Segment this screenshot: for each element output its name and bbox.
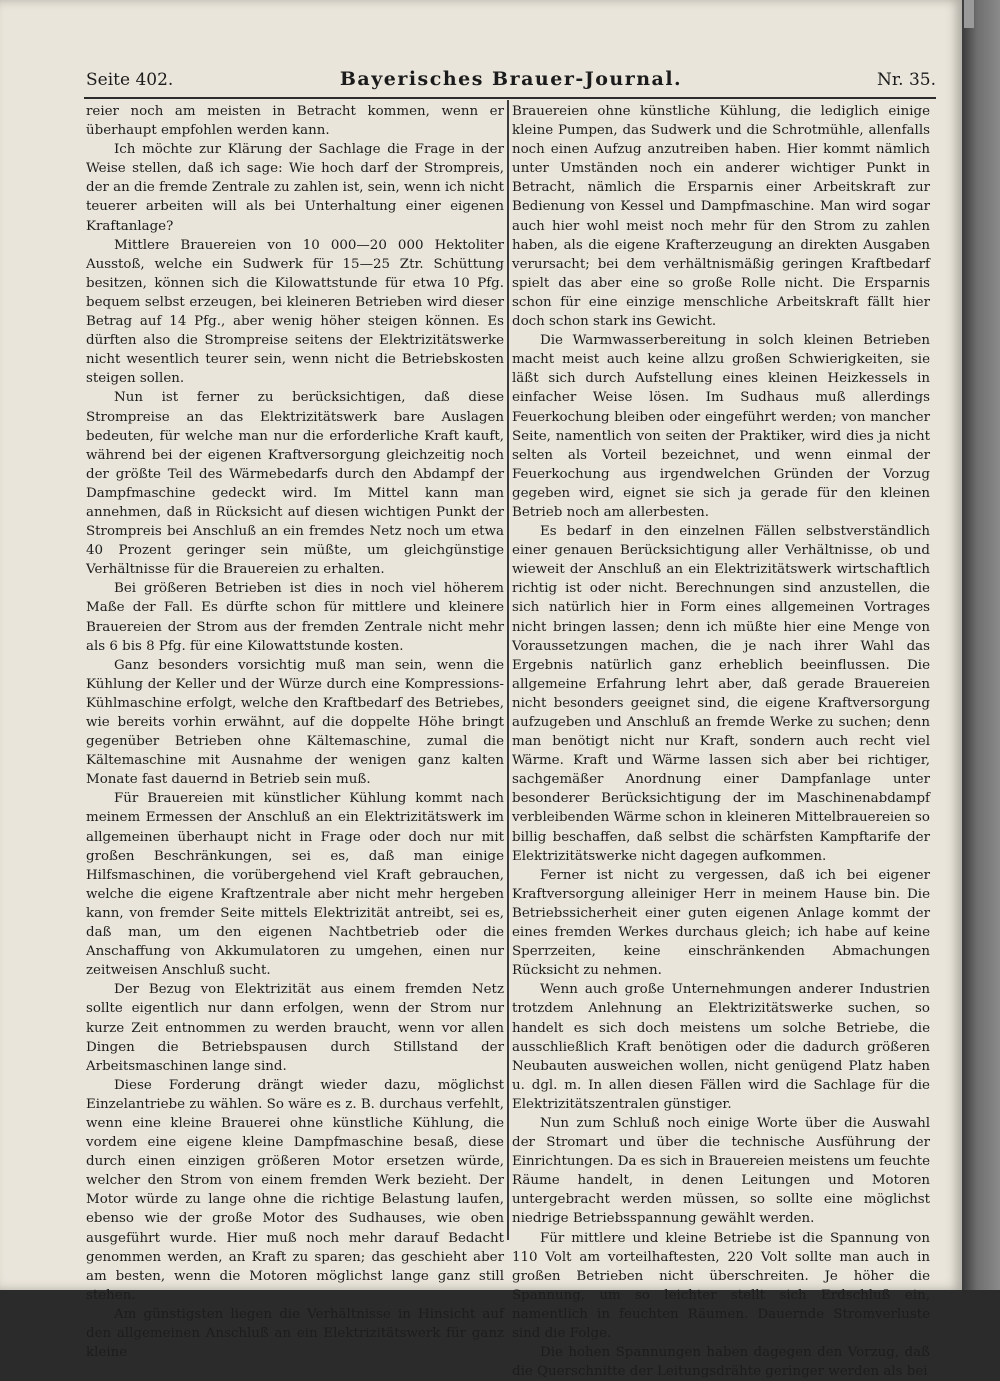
paragraph: Nun ist ferner zu berücksichtigen, daß diese Strompreise an das Elektrizitätswerk bare Auslagen bedeuten, für welche man nur die erforderliche Kraft kauft, während bei der eigenen Kraftversorgung gleichzeitig noch der größte Teil des Wärmebedarfs durch den Abdampf der Dampfmaschine gedeckt wird. Im Mittel kann man annehmen, daß in Rücksicht auf diesen wichtigen Punkt der Strompreis bei Anschluß an ein fremdes Netz noch um etwa 40 Prozent geringer sein müßte, um gleichgünstige Verhältnisse für die Brauereien zu erhalten.: [86, 390, 504, 578]
column-divider: [507, 100, 509, 1240]
paragraph: Der Bezug von Elektrizität aus einem fremden Netz sollte eigentlich nur dann erfolgen, wenn der Strom nur kurze Zeit entnommen zu werden braucht, wenn vor allen Dingen die Betriebspausen durch Stillstand der Arbeitsmaschinen lange sind.: [86, 982, 504, 1074]
paragraph: Am günstigsten liegen die Verhältnisse in Hinsicht auf den allgemeinen Anschluß an ein Elektrizitätswerk für ganz kleine: [86, 1306, 504, 1361]
paragraph: Nun zum Schluß noch einige Worte über die Auswahl der Stromart und über die technische Ausführung der Einrichtungen. Da es sich in Brauereien meistens um feuchte Räume handelt, in denen Leitungen und Motoren untergebracht werden müssen, so sollte eine möglichst niedrige Betriebsspannung gewählt werden.: [512, 1115, 931, 1227]
scan-edge: [962, 0, 1000, 1290]
scan-edge-mark: [964, 0, 974, 28]
page-number: Seite 402.: [86, 70, 174, 90]
paragraph: Mittlere Brauereien von 10 000—20 000 Hektoliter Ausstoß, welche ein Sudwerk für 15—25 Ztr. Schüttung besitzen, können sich die Kilowattstunde für etwa 10 Pfg. bequem selbst erzeugen, bei kleineren Betrieben wird dieser Betrag auf 14 Pfg., aber wenig höher steigen können. Es dürften also die Strompreise seitens der Elektrizitätswerke nicht wesentlich teurer sein, wenn nicht die Betriebskosten steigen sollen.: [86, 237, 504, 387]
paragraph: Ferner ist nicht zu vergessen, daß ich bei eigener Kraftversorgung alleiniger Herr in meinem Hause bin. Die Betriebssicherheit einer guten eigenen Anlage kommt der eines fremden Werkes durchaus gleich; ich habe auf keine Sperrzeiten, keine einschränkenden Abmachungen Rücksicht zu nehmen.: [512, 867, 930, 979]
issue-number: Nr. 35.: [877, 70, 936, 90]
paragraph: Die Warmwasserbereitung in solch kleinen Betrieben macht meist auch keine allzu großen Schwierigkeiten, sie läßt sich durch Aufstellung eines kleinen Heizkessels in einfacher Weise lösen. Im Sudhaus muß allerdings Feuerkochung bleiben oder eingeführt werden; von mancher Seite, namentlich von seiten der Praktiker, wird dies ja nicht selten als Vorteil bezeichnet, und wenn einmal der Feuerkochung aus irgendwelchen Gründen der Vorzug gegeben wird, eignet sie sich ja gerade für den kleinen Betrieb noch am allerbesten.: [512, 333, 930, 520]
paragraph: Wenn auch große Unternehmungen anderer Industrien trotzdem Anlehnung an Elektrizitätswerke suchen, so handelt es sich doch meistens um solche Betriebe, die ausschließlich Kraft benötigen oder die dadurch größeren Neubauten ausweichen wollen, nicht genügend Platz haben u. dgl. m. In allen diesen Fällen wird die Sachlage für die Elektrizitätszentralen günstiger.: [512, 982, 930, 1112]
left-column: [86, 102, 504, 1361]
header-rule: [84, 97, 936, 99]
paragraph: Für Brauereien mit künstlicher Kühlung kommt nach meinem Ermessen der Anschluß an ein Elektrizitätswerk im allgemeinen überhaupt nicht in Frage oder doch nur mit großen Beschränkungen, sei es, daß man einige Hilfsmaschinen, die vorübergehend viel Kraft gebrauchen, welche die eigene Kraftzentrale aber nicht mehr hergeben kann, von fremder Seite mittels Elektrizität antreibt, sei es, daß man, um den eigenen Nachtbetrieb oder die Anschaffung von Akkumulatoren zu umgehen, einen nur zeitweisen Anschluß sucht.: [86, 791, 504, 979]
paragraph: Es bedarf in den einzelnen Fällen selbstverständlich einer genauen Berücksichtigung aller Verhältnisse, ob und wieweit der Anschluß an ein Elektrizitätswerk wirtschaftlich richtig ist oder nicht. Berechnungen sind anzustellen, die sich natürlich hier in Form eines allgemeinen Vortrages nicht bringen lassen; denn ich müßte hier eine Menge von Voraussetzungen machen, die je nach ihrer Wahl das Ergebnis natürlich ganz erheblich beeinflussen. Die allgemeine Erfahrung lehrt aber, daß gerade Brauereien nicht besonders geeignet sind, die eigene Kraftversorgung aufzugeben und Anschluß an fremde Werke zu suchen; denn man benötigt nicht nur Kraft, sondern auch recht viel Wärme. Kraft und Wärme lassen sich aber bei richtiger, sachgemäßer Anordnung einer Dampfanlage unter besonderer Berücksichtigung der im Maschinenabdampf verbleibenden Wärme schon in kleineren Mittelbrauereien so billig beschaffen, daß selbst die schärfsten Kampftarife der Elektrizitätswerke nicht dagegen aufkommen.: [512, 524, 930, 864]
paragraph: Ganz besonders vorsichtig muß man sein, wenn die Kühlung der Keller und der Würze durch eine Kompressions-Kühlmaschine erfolgt, welche den Kraftbedarf des Betriebes, wie bereits vorhin erwähnt, auf die doppelte Höhe bringt gegenüber Betrieben ohne Kältemaschine, zumal die Kältemaschine mit Ausnahme der wenigen ganz kalten Monate fast dauernd in Betrieb sein muß.: [86, 657, 504, 788]
paragraph: Brauereien ohne künstliche Kühlung, die lediglich einige kleine Pumpen, das Sudwerk und die Schrotmühle, allenfalls noch einen Aufzug anzutreiben haben. Hier kommt nämlich unter Umständen noch ein anderer wichtiger Punkt in Betracht, nämlich die Ersparnis einer Arbeitskraft zur Bedienung von Kessel und Dampfmaschine. Man wird sogar auch hier wohl meist noch mehr für den Strom zu zahlen haben, als die eigene Krafterzeugung an direkten Ausgaben verursacht; bei dem verhältnismäßig geringen Kraftbedarf spielt das aber eine so große Rolle nicht. Die Ersparnis schon für eine einzige menschliche Arbeitskraft fällt hier doch schon stark ins Gewicht.: [512, 104, 930, 330]
right-column: [512, 102, 931, 1380]
paragraph: Ich möchte zur Klärung der Sachlage die Frage in der Weise stellen, daß ich sage: Wie hoch darf der Strompreis, der an die fremde Zentrale zu zahlen ist, sein, wenn ich nicht teuerer arbeiten will als bei Unterhaltung einer eigenen Kraftanlage?: [86, 142, 504, 234]
paragraph: Diese Forderung drängt wieder dazu, möglichst Einzelantriebe zu wählen. So wäre es z. B. durchaus verfehlt, wenn eine kleine Brauerei ohne künstliche Kühlung, die vordem eine eigene kleine Dampfmaschine besaß, diese durch einen einzigen größeren Motor ersetzen würde, welcher den Strom von einem fremden Werk bezieht. Der Motor würde zu lange ohne die richtige Belastung laufen, ebenso wie der große Motor des Sudhauses, wie oben ausgeführt wurde. Hier muß noch mehr darauf Bedacht genommen werden, an Kraft zu sparen; das geschieht aber am besten, wenn die Motoren möglichst lange ganz still stehen.: [86, 1077, 504, 1303]
journal-title: Bayerisches Brauer-Journal.: [339, 68, 683, 90]
paragraph: Bei größeren Betrieben ist dies in noch viel höherem Maße der Fall. Es dürfte schon für mittlere und kleinere Brauereien der Strom aus der fremden Zentrale nicht mehr als 6 bis 8 Pfg. für eine Kilowattstunde kosten.: [86, 581, 504, 654]
paragraph: reier noch am meisten in Betracht kommen, wenn er überhaupt empfohlen werden kann.: [86, 104, 504, 139]
page-header: [86, 70, 936, 96]
paragraph: Für mittlere und kleine Betriebe ist die Spannung von 110 Volt am vorteilhaftesten, 220 Volt sollte man auch in großen Betrieben nicht überschreiten. Je höher die Spannung, um so leichter stellt sich Erdschluß ein, namentlich in feuchten Räumen. Dauernde Stromverluste sind die Folge.: [512, 1230, 930, 1341]
paragraph: Die hohen Spannungen haben dagegen den Vorzug, daß die Querschnitte der Leitungsdrähte geringer werden als bei: [512, 1345, 930, 1380]
